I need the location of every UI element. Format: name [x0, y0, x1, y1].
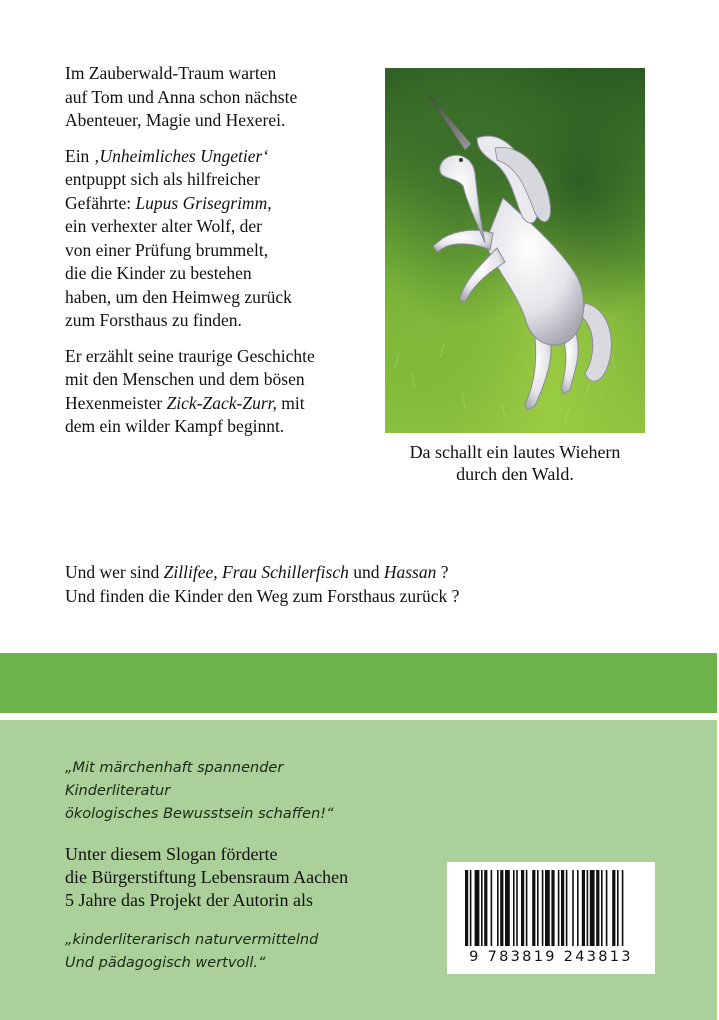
blurb-paragraph-3	[65, 345, 365, 439]
blurb-line: Ein	[65, 145, 94, 166]
sponsor-line: 5 Jahre das Projekt der Autorin als	[65, 890, 313, 910]
question-text: ?	[436, 562, 449, 582]
question-2: Und finden die Kinder den Weg zum Forsthaus zurück ?	[65, 586, 460, 606]
blurb-line: Abenteuer, Magie und Hexerei.	[65, 110, 286, 130]
question-text: Und wer sind	[65, 562, 164, 582]
quote-line: Und pädagogisch wertvoll.“	[65, 955, 266, 971]
blurb-line: Im Zauberwald-Traum warten	[65, 63, 277, 83]
blurb-line: zum Forsthaus zu finden.	[65, 310, 242, 330]
barcode-bars	[447, 862, 655, 952]
blurb-line: mit den Menschen und dem bösen	[65, 369, 305, 389]
blurb-line: mit	[276, 392, 305, 413]
blurb-line: haben, um den Heimweg zurück	[65, 286, 292, 307]
caption-line: durch den Wald.	[456, 464, 574, 484]
italic-title: ‚Unheimliches Ungetier‘	[93, 145, 269, 166]
blurb-line: entpuppt sich als hilfreicher	[65, 169, 260, 189]
sponsor-text	[65, 843, 445, 912]
blurb-line: Er erzählt seine traurige Geschichte	[65, 345, 315, 366]
blurb-line: dem ein wilder Kampf beginnt.	[65, 416, 285, 436]
blurb-paragraph-1	[65, 62, 365, 133]
sponsor-line: Unter diesem Slogan förderte	[65, 844, 278, 864]
blurb-paragraph-2	[65, 145, 365, 333]
italic-name: Zick-Zack-Zurr,	[166, 392, 277, 413]
isbn-barcode	[447, 862, 655, 974]
character-names: Zillifee, Frau Schillerfisch	[163, 562, 349, 582]
teaser-questions	[65, 560, 685, 608]
question-text: und	[348, 562, 384, 582]
quote-line: „Mit märchenhaft spannender	[65, 760, 284, 776]
unicorn-drawing	[385, 68, 645, 433]
illustration-caption	[385, 441, 645, 485]
blurb-text	[65, 62, 365, 451]
blurb-line: auf Tom und Anna schon nächste	[65, 86, 298, 107]
italic-name: Lupus Grisegrimm,	[135, 192, 272, 213]
award-quote	[65, 929, 445, 975]
sponsor-line: die Bürgerstiftung Lebensraum Aachen	[65, 867, 349, 887]
quote-line: ökologisches Bewusstsein schaffen!“	[65, 806, 334, 822]
blurb-line: von einer Prüfung brummelt,	[65, 239, 269, 260]
character-name: Hassan	[383, 562, 437, 582]
slogan-quote	[65, 757, 445, 826]
question-1	[65, 560, 685, 584]
blurb-line: ein verhexter alter Wolf, der	[65, 216, 262, 236]
blurb-line: die die Kinder zu bestehen	[65, 263, 252, 283]
green-divider-band	[0, 653, 717, 713]
blurb-line: Gefährte:	[65, 192, 136, 213]
caption-line: Da schallt ein lautes Wiehern	[409, 442, 621, 462]
isbn-digits: 9 783819 243813	[469, 949, 633, 965]
unicorn-illustration	[385, 68, 645, 433]
quote-line: Kinderliteratur	[65, 783, 171, 799]
quote-line: „kinderliterarisch naturvermittelnd	[65, 932, 319, 948]
blurb-line: Hexenmeister	[65, 392, 167, 413]
